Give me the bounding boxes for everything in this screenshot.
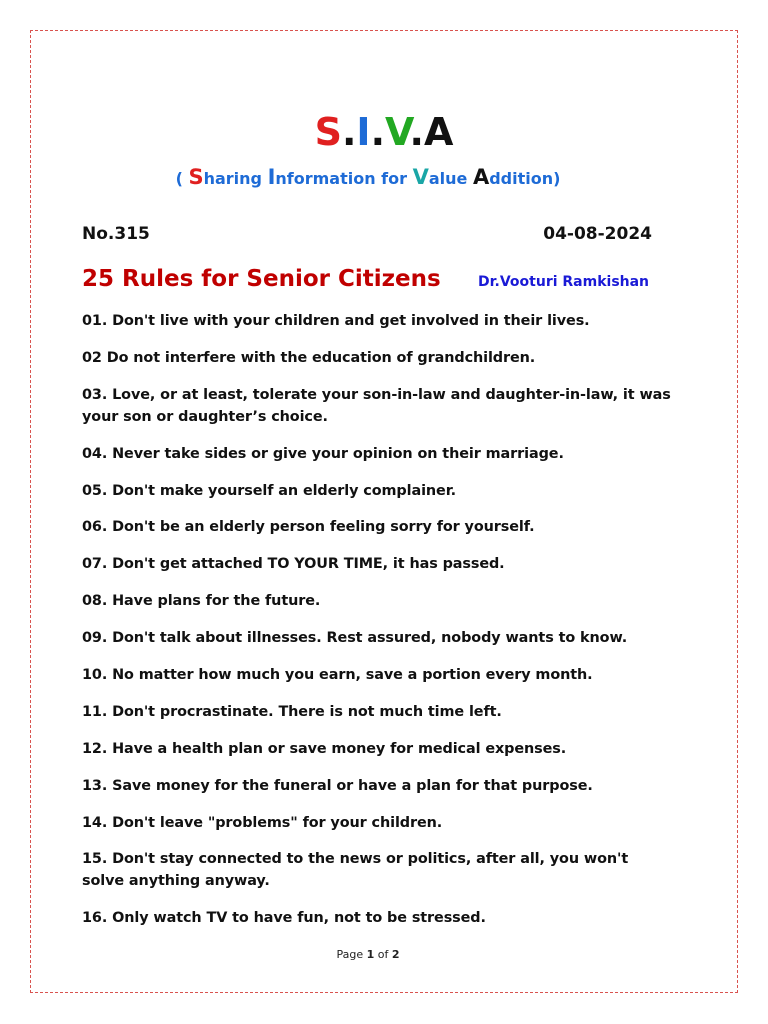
tagline-initial: S [188,165,204,189]
logo-letter: . [341,110,357,154]
rule-item: 11. Don't procrastinate. There is not much time left. [82,703,502,720]
logo-letter: V [385,110,410,154]
tagline-word: nformation for [275,169,413,188]
rule-item: 03. Love, or at least, tolerate your son-in-law and daughter-in-law, it was your son or daughter’s choice. [82,386,671,425]
rule-item: 13. Save money for the funeral or have a plan for that purpose. [82,777,593,794]
footer-page-word: Page [336,948,367,961]
tagline-close: ) [553,169,561,188]
tagline-word: haring [203,169,268,188]
rules-list [82,310,672,944]
tagline [0,165,736,191]
footer-current-page: 1 [366,948,375,961]
tagline-open: ( [175,169,189,188]
title-row [82,262,662,296]
header-meta [82,222,652,246]
logo-letter: S [314,110,342,154]
page-footer [0,947,736,963]
rule-item: 06. Don't be an elderly person feeling sorry for yourself. [82,519,535,536]
tagline-initial: V [412,165,429,189]
document-date: 04-08-2024 [543,224,652,244]
footer-of-word: of [374,948,392,961]
logo-letter: . [409,110,424,154]
tagline-initial: I [267,165,276,189]
rule-item: 14. Don't leave "problems" for your children. [82,814,443,831]
rule-item: 07. Don't get attached TO YOUR TIME, it has passed. [82,556,505,573]
tagline-word: ddition [489,169,554,188]
page-title: 25 Rules for Senior Citizens [82,266,441,292]
rule-item: 08. Have plans for the future. [82,593,321,610]
rule-item: 04. Never take sides or give your opinion on their marriage. [82,445,564,462]
rule-item: 16. Only watch TV to have fun, not to be stressed. [82,910,486,927]
rule-item: 12. Have a health plan or save money for medical expenses. [82,740,567,757]
footer-total-pages: 2 [391,948,400,961]
tagline-parts [188,165,554,189]
rule-item: 05. Don't make yourself an elderly complainer. [82,482,457,499]
logo-letter: I [356,110,371,154]
tagline-initial: A [472,165,490,189]
tagline-word: alue [428,169,473,188]
rule-item: 02 Do not interfere with the education of grandchildren. [82,349,536,366]
rule-item: 01. Don't live with your children and get involved in their lives. [82,313,590,329]
logo-letter: A [423,110,454,154]
rule-item: 09. Don't talk about illnesses. Rest assured, nobody wants to know. [82,630,628,647]
rule-item: 10. No matter how much you earn, save a portion every month. [82,667,593,684]
document-number: No.315 [82,224,150,244]
author-name: Dr.Vooturi Ramkishan [478,274,650,290]
rule-item: 15. Don't stay connected to the news or politics, after all, you won't solve anything anyway. [82,851,629,890]
logo-letter: . [370,110,385,154]
logo-siva [0,108,768,156]
